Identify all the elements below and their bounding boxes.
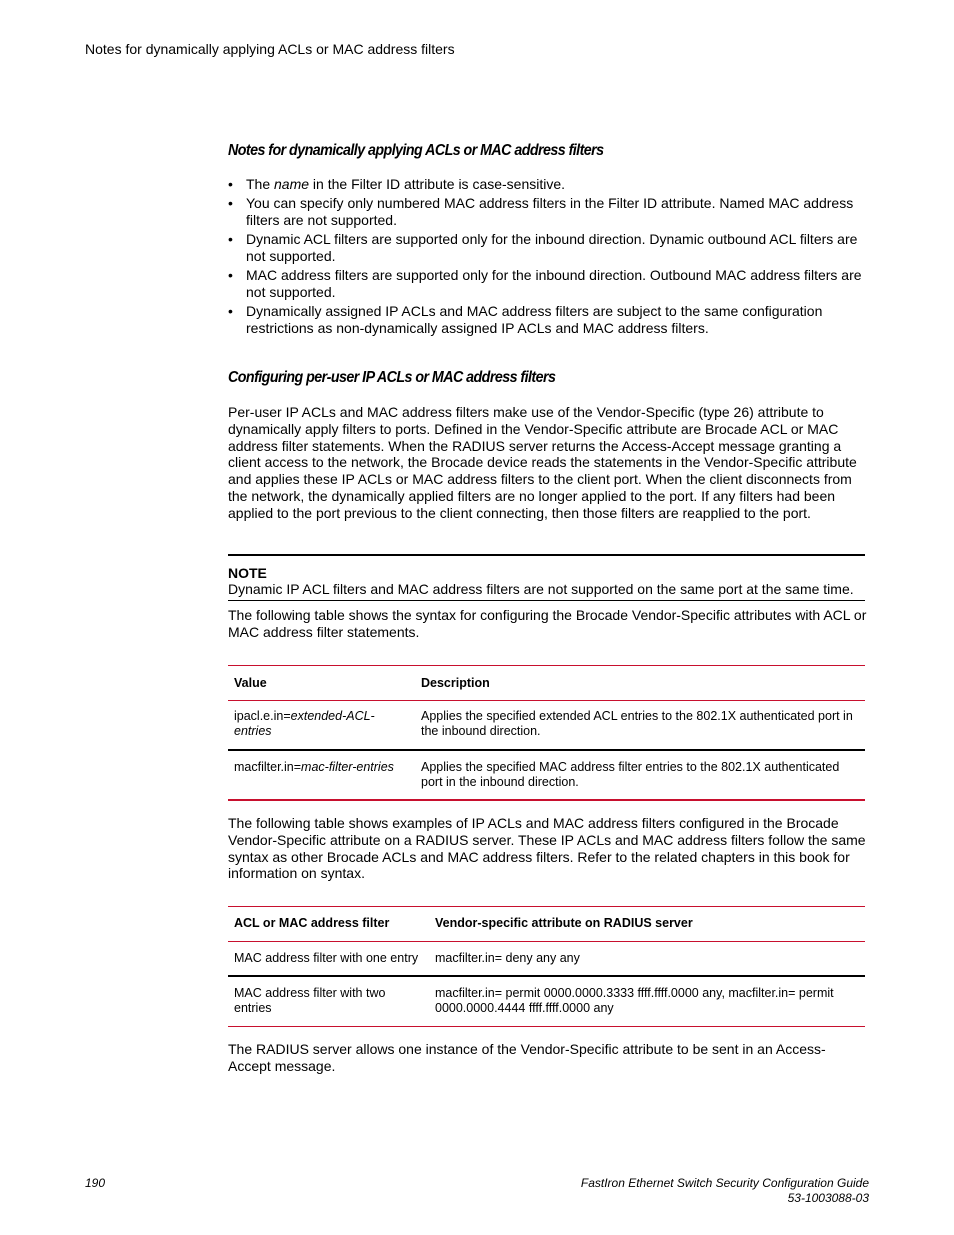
table-header-value: Value (234, 676, 267, 690)
guide-title: FastIron Ethernet Switch Security Configuration Guide (580, 1176, 869, 1190)
description-cell: Applies the specified extended ACL entries to the 802.1X authenticated port in the inbound direction. (421, 709, 853, 738)
table-header-description: Description (421, 676, 490, 690)
note-label: NOTE (228, 565, 267, 581)
table1-intro-paragraph: The following table shows the syntax for configuring the Brocade Vendor-Specific attributes with ACL or MAC address filter statements. (228, 607, 867, 640)
table2-intro-paragraph: The following table shows examples of IP ACLs and MAC address filters configured in the Brocade Vendor-Specific attribute on a RADIUS server. These IP ACLs and MAC address filters follow the same syntax as other Brocade ACLs and MAC address filters. Refer to the related chapters in this book for information on syntax. (228, 815, 866, 882)
bullet-item: • The name in the Filter ID attribute is case-sensitive. (228, 176, 868, 193)
bullet-item: • You can specify only numbered MAC address filters in the Filter ID attribute. Named MAC address filters are not supported. (228, 195, 868, 229)
doc-number: 53-1003088-03 (787, 1191, 869, 1205)
footer-guide-info (581, 1176, 869, 1206)
section-heading-notes: Notes for dynamically applying ACLs or MAC address filters (228, 142, 604, 159)
section-heading-configuring: Configuring per-user IP ACLs or MAC address filters (228, 369, 556, 386)
bullet-item: • MAC address filters are supported only for the inbound direction. Outbound MAC address filters are not supported. (228, 267, 868, 301)
table-row (228, 976, 865, 1027)
closing-paragraph: The RADIUS server allows one instance of the Vendor-Specific attribute to be sent in an Access-Accept message. (228, 1041, 826, 1074)
value-cell: ipacl.e.in=extended-ACL-entries (234, 709, 375, 738)
description-cell: Applies the specified MAC address filter entries to the 802.1X authenticated port in the inbound direction. (421, 759, 840, 789)
note-box (228, 554, 865, 601)
note-text: Dynamic IP ACL filters and MAC address filters are not supported on the same port at the same time. (228, 581, 854, 597)
bullet-item: • Dynamically assigned IP ACLs and MAC address filters are subject to the same configuration restrictions as non-dynamically assigned IP ACLs and MAC address filters. (228, 303, 868, 337)
filter-cell: MAC address filter with two entries (234, 985, 386, 1015)
attribute-cell: macfilter.in= permit 0000.0000.3333 ffff.ffff.0000 any, macfilter.in= permit 0000.0000.4444 ffff.ffff.0000 any (435, 985, 834, 1015)
table-row (228, 942, 865, 976)
table-header-attribute: Vendor-specific attribute on RADIUS server (435, 916, 693, 930)
examples-table (228, 906, 865, 1027)
table-row (228, 701, 865, 750)
filter-cell: MAC address filter with one entry (234, 951, 419, 965)
intro-paragraph: Per-user IP ACLs and MAC address filters make use of the Vendor-Specific (type 26) attribute to dynamically apply filters to ports. Defined in the Vendor-Specific attribute are Brocade ACL or MAC address filter statements. When the RADIUS server returns the Access-Accept message granting a client access to the network, the Brocade device reads the statements in the Vendor-Specific attribute and applies these IP ACLs or MAC address filters to the client port. When the client disconnects from the network, the dynamically applied filters are no longer applied to the port. If any filters had been applied to the port previous to the client connecting, then those filters are reapplied to the port. (228, 404, 857, 521)
syntax-table (228, 665, 865, 801)
bullet-item: • Dynamic ACL filters are supported only for the inbound direction. Dynamic outbound ACL filters are not supported. (228, 231, 868, 265)
attribute-cell: macfilter.in= deny any any (435, 951, 580, 965)
notes-bullet-list (228, 176, 868, 339)
value-cell: macfilter.in=mac-filter-entries (234, 759, 394, 774)
page-number: 190 (85, 1176, 106, 1190)
table-row (228, 750, 865, 800)
table-header-filter: ACL or MAC address filter (234, 916, 390, 930)
running-header: Notes for dynamically applying ACLs or MAC address filters (85, 41, 455, 57)
